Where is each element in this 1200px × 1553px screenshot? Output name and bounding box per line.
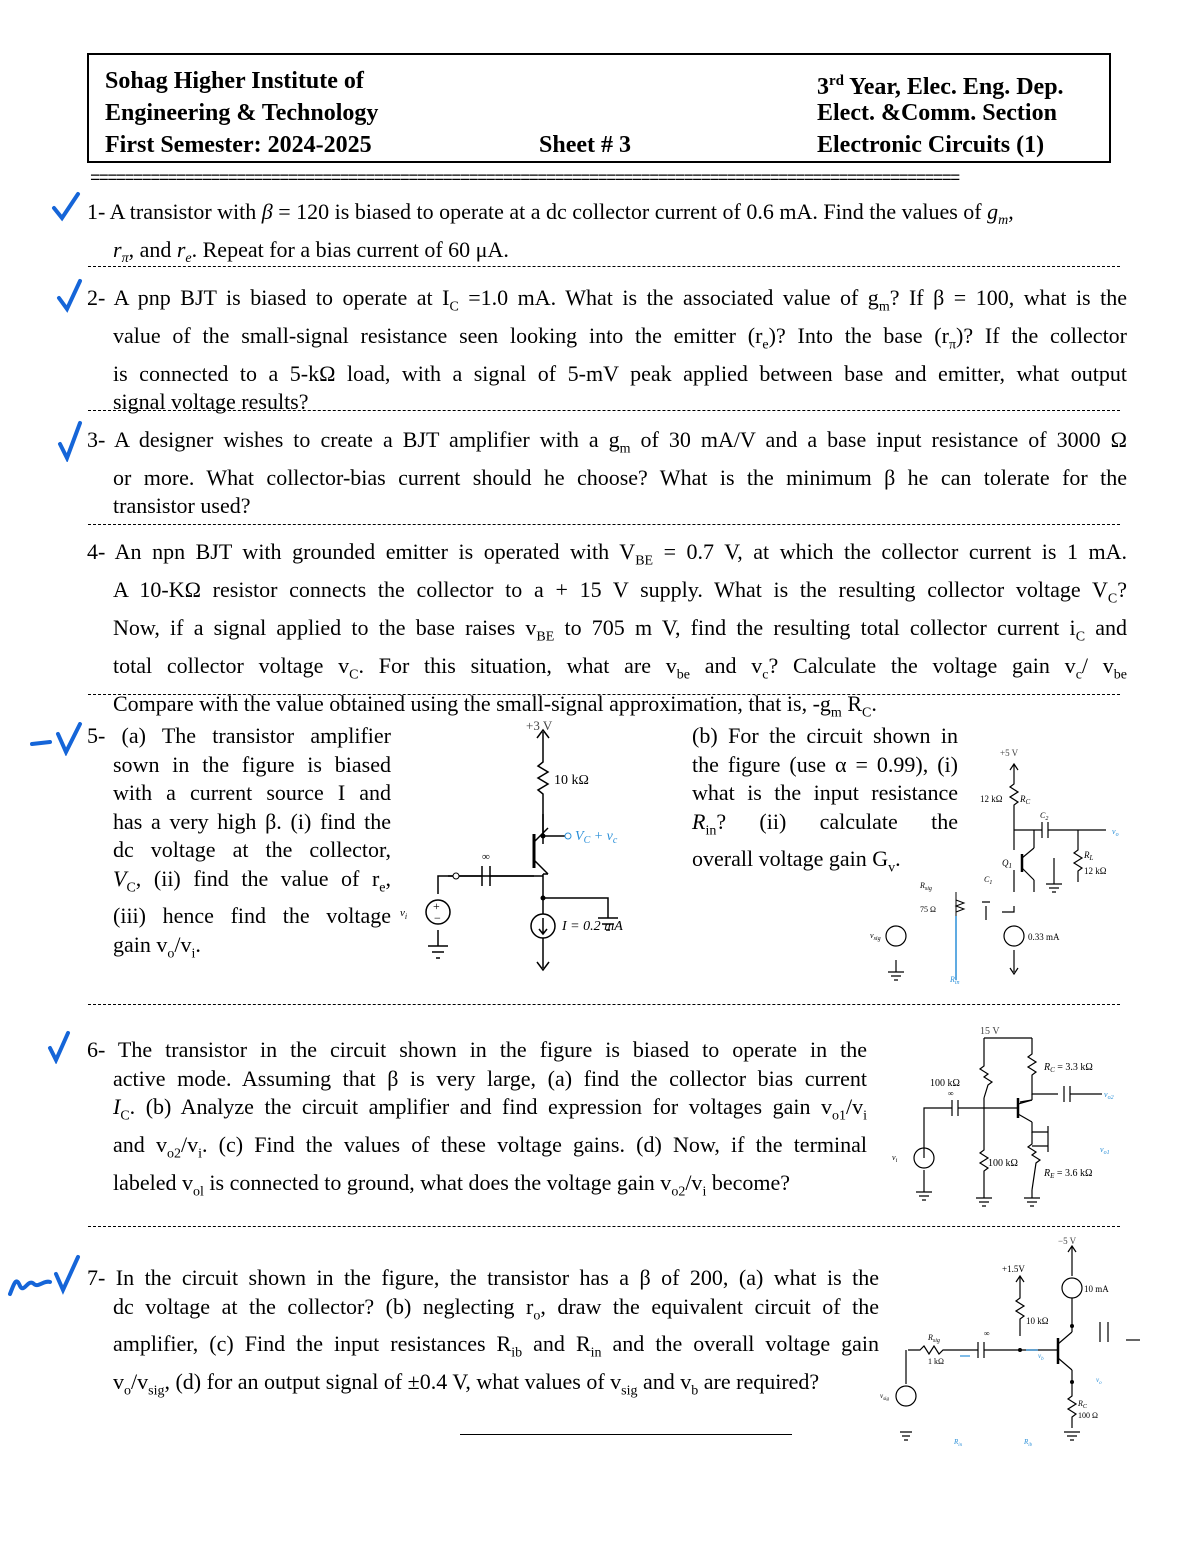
question-5b: (b) For the circuit shown in the figure (use α = 0.99), (i) what is the input resistance $R_{in}$? (ii) calculate the overall voltage gain $G_v$. <box>692 723 958 876</box>
dashed-divider <box>88 524 1120 525</box>
svg-text:∞: ∞ <box>482 851 490 863</box>
svg-text:∞: ∞ <box>948 1089 954 1098</box>
checkmark-icon <box>56 420 84 462</box>
svg-text:Rsig: $R_{sig}$ <box>928 1333 940 1344</box>
svg-text:1 kΩ: 1 kΩ <box>928 1357 944 1366</box>
question-4: 4- An npn BJT with grounded emitter is operated with $V_{BE} = 0.7$ V, at which the collector current is 1 mA. A 10-KΩ resistor connects the collector to a + 15 V supply. What is the resulting collector voltage $V_C$? Now, if a signal applied to the base raises $v_{BE}$ to 705 m V, find the resulting total collector current $i_C$ and total collector voltage $v_C$. For this situation, what are $v_{be}$ and $v_c$? Calculate the voltage gain $v_c/$ $v_{be}$ Compare with the value obtained using the small-signal approximation, that is, $-g_m$ $R_C$. <box>87 539 1128 720</box>
bottom-rule <box>460 1434 792 1435</box>
svg-text:∞: ∞ <box>984 1329 990 1338</box>
institute-line-1: Sohag Higher Institute of <box>105 68 364 94</box>
svg-text:100 kΩ: 100 kΩ <box>988 1158 1018 1169</box>
svg-text:vo: $v_o$ <box>1112 827 1119 838</box>
svg-text:vo: $v_o$ <box>1096 1376 1102 1386</box>
question-7: 7- In the circuit shown in the figure, the transistor has a β of 200, (a) what is the dc voltage at the collector? (b) neglecting $r_o$, draw the equivalent circuit of the amplifier, (c) Find the input resistances $R_{ib}$ and $R_{in}$ and the overall voltage gain $v_o/v_{sig}$, (d) for an output signal of ±0.4 V, what values of $v_{sig}$ and $v_b$ are required? <box>87 1265 879 1399</box>
question-3: 3- A designer wishes to create a BJT amplifier with a $g_m$ of 30 mA/V and a base input resistance of 3000 Ω or more. What collector-bias current should he choose? What is the minimum β he can tolerate for the transistor used? <box>87 427 1127 519</box>
svg-text:Rin: $R_{in}$ <box>950 975 960 986</box>
svg-text:vsig: $v_{sig}$ <box>870 931 881 942</box>
svg-text:12 kΩ: 12 kΩ <box>1084 866 1107 876</box>
checkmark-icon <box>6 1254 84 1302</box>
circuit-figure-7 <box>878 1232 1140 1462</box>
question-1: 1- A transistor with β = 120 is biased to operate at a dc collector current of 0.6 mA. Find the values of $g_m$, $r_\pi$, and $r_e$. Repeat for a bias current of 60 μA. <box>87 199 1014 267</box>
svg-text:Rin: $R_{in}$ <box>954 1438 963 1448</box>
year-dept: 3rd Year, Elec. Eng. Dep. <box>817 73 1064 100</box>
question-5a: 5- (a) The transistor amplifier sown in the figure is biased with a current source I and has a very high β. (i) find the dc voltage at the collector, $V_C$, (ii) find the value of $r_e$, (iii) hence find the voltage gain $v_o/v_i$. <box>87 723 391 962</box>
checkmark-icon <box>50 190 82 224</box>
dashed-divider <box>88 694 1120 695</box>
svg-text:C2: $C_2$ <box>1040 811 1049 822</box>
svg-text:+: + <box>433 899 440 913</box>
institute-line-2: Engineering & Technology <box>105 100 379 126</box>
circuit-figure-5a <box>398 718 658 988</box>
svg-text:vb: $v_b$ <box>1038 1352 1044 1362</box>
circuit-figure-5b <box>868 742 1130 992</box>
svg-text:vi: $v_i$ <box>892 1153 898 1164</box>
svg-text:vo2: $v_{o2}$ <box>1104 1090 1114 1101</box>
semester-label: First Semester: 2024-2025 <box>105 132 372 158</box>
svg-text:10 kΩ: 10 kΩ <box>554 773 589 788</box>
dashed-divider <box>88 410 1120 411</box>
svg-text:75 Ω: 75 Ω <box>920 905 936 914</box>
dashed-divider <box>88 1004 1120 1005</box>
checkmark-icon <box>30 722 84 756</box>
svg-text:+3 V: +3 V <box>526 718 553 733</box>
svg-text:RC = 3.3 kΩ: $R_C = 3.3$ kΩ <box>1044 1062 1093 1074</box>
svg-text:VC + vc: $V_C + v_c$ <box>575 829 618 846</box>
svg-text:+1.5V: +1.5V <box>1002 1264 1025 1274</box>
course-name: Electronic Circuits (1) <box>817 132 1045 158</box>
svg-text:−: − <box>434 911 441 925</box>
svg-text:RC: $R_C$ <box>1078 1399 1087 1410</box>
checkmark-icon <box>46 1030 74 1064</box>
svg-text:100 Ω: 100 Ω <box>1078 1411 1098 1420</box>
svg-text:15 V: 15 V <box>980 1026 1000 1037</box>
svg-text:I = 0.2 mA: I = 0.2 mA <box>562 919 623 934</box>
svg-text:RC: $R_C$ <box>1020 794 1031 806</box>
svg-text:Q1: $Q_1$ <box>1002 858 1012 870</box>
svg-text:Rsig: $R_{sig}$ <box>920 881 932 892</box>
double-separator: ===================================================================================================== <box>90 170 959 189</box>
svg-text:C1: $C_1$ <box>984 875 993 886</box>
svg-text:+5 V: +5 V <box>1000 748 1019 758</box>
svg-text:Rib: $R_{ib}$ <box>1024 1438 1033 1448</box>
dashed-divider <box>88 1226 1120 1227</box>
svg-text:10 mA: 10 mA <box>1084 1284 1109 1294</box>
dashed-divider <box>88 266 1120 267</box>
svg-text:vsig: $v_{sig}$ <box>880 1392 889 1402</box>
header-box <box>87 53 1111 163</box>
svg-text:12 kΩ: 12 kΩ <box>980 794 1003 804</box>
checkmark-icon <box>56 278 84 314</box>
circuit-figure-6 <box>888 1020 1133 1210</box>
svg-text:100 kΩ: 100 kΩ <box>930 1078 960 1089</box>
question-6: 6- The transistor in the circuit shown in the figure is biased to operate in the active mode. Assuming that β is very large, (a) find the collector bias current $I_C$. (b) Analyze the circuit amplifier and find expression for voltages gain $v_{o1}/v_i$ and $v_{o2}/v_i$. (c) Find the values of these voltage gains. (d) Now, if the terminal labeled $v_{ol}$ is connected to ground, what does the voltage gain $v_{o2}/v_i$ become? <box>87 1037 868 1200</box>
question-2: 2- A pnp BJT is biased to operate at $I_C =1.0$ mA. What is the associated value of $g_m$? If β = 100, what is the value of the small-signal resistance seen looking into the emitter $(r_e)$? Into the base $(r_\pi)$? If the collector is connected to a 5-kΩ load, with a signal of 5-mV peak applied between base and emitter, what output signal voltage results? <box>87 285 1128 415</box>
sheet-number: Sheet # 3 <box>539 132 631 158</box>
svg-text:vo1: $v_{o1}$ <box>1100 1145 1110 1156</box>
svg-text:RE = 3.6 kΩ: $R_E = 3.6$ kΩ <box>1044 1168 1093 1180</box>
section-label: Elect. &Comm. Section <box>817 100 1057 126</box>
svg-text:−5 V: −5 V <box>1058 1236 1077 1246</box>
svg-text:RL: $R_L$ <box>1084 850 1094 862</box>
svg-text:10 kΩ: 10 kΩ <box>1026 1316 1049 1326</box>
svg-text:0.33 mA: 0.33 mA <box>1028 932 1060 942</box>
svg-text:vi: $v_i$ <box>400 907 408 921</box>
